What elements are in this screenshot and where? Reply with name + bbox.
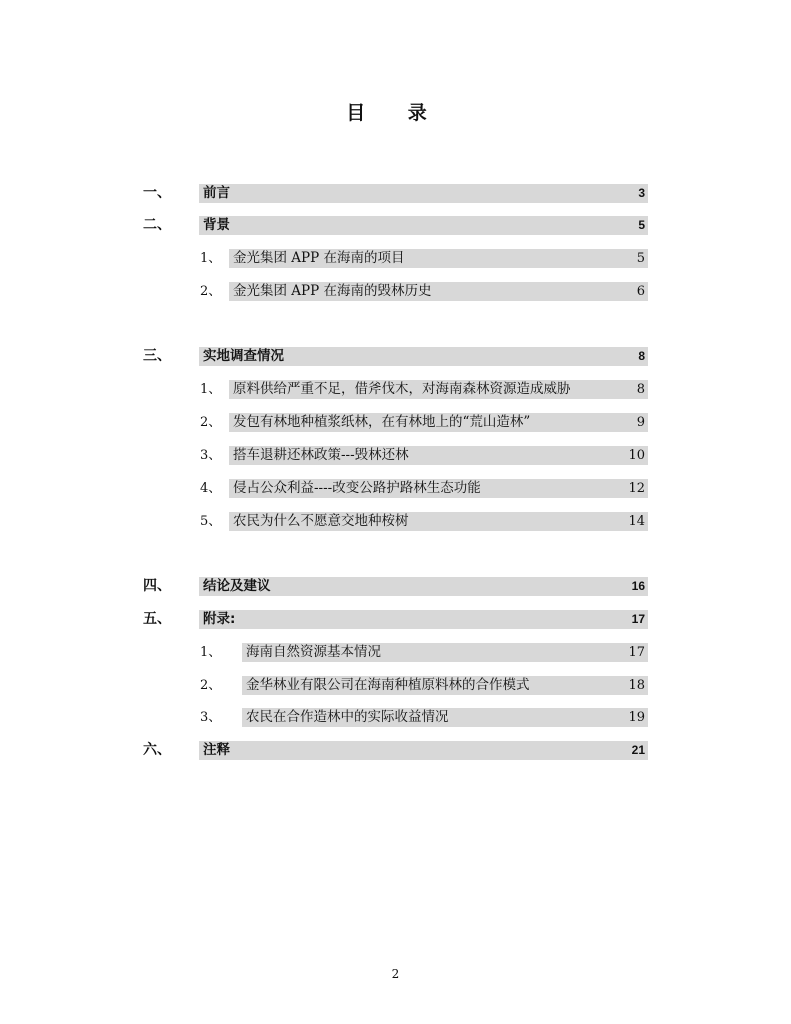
toc-subentry[interactable] [0,249,791,268]
toc-number: 2、 [200,415,222,430]
toc-page: 8 [636,382,645,397]
toc-subentry[interactable] [0,479,791,498]
toc-title: 农民为什么不愿意交地种桉树 [233,513,409,529]
toc-title: 实地调查情况 [203,348,284,364]
toc-title: 农民在合作造林中的实际收益情况 [246,709,449,725]
toc-entry[interactable] [0,577,791,596]
toc-page: 10 [628,448,645,463]
toc-title: 海南自然资源基本情况 [246,644,381,660]
toc-number: 四、 [143,578,171,594]
toc-subentry[interactable] [0,676,791,695]
toc-bar [229,479,648,498]
toc-bar [229,249,648,268]
toc-entry[interactable] [0,741,791,760]
toc-page: 14 [628,514,645,529]
toc-subentry[interactable] [0,643,791,662]
toc-page: 6 [636,284,645,299]
toc-title: 金光集团 APP 在海南的毁林历史 [233,283,432,299]
toc-number: 2、 [200,284,222,299]
toc-page: 3 [638,186,645,200]
toc-bar [199,577,648,596]
toc-number: 1、 [200,645,222,660]
toc-bar [229,512,648,531]
toc-title: 注释 [203,742,230,758]
toc-bar [229,413,648,432]
toc-subentry[interactable] [0,282,791,301]
toc-bar [199,741,648,760]
toc-bar [242,643,648,662]
toc-page: 16 [631,579,645,593]
toc-bar [229,446,648,465]
toc-page: 18 [628,678,645,693]
toc-page: 5 [636,251,645,266]
toc-entry[interactable] [0,347,791,366]
toc-entry[interactable] [0,216,791,235]
toc-bar [199,216,648,235]
toc-subentry[interactable] [0,708,791,727]
toc-title: 侵占公众利益----改变公路护路林生态功能 [233,480,481,496]
toc-page: 12 [628,481,645,496]
toc-bar [229,282,648,301]
toc-title: 搭车退耕还林政策---毁林还林 [233,447,409,463]
toc-title: 前言 [203,185,230,201]
toc-number: 3、 [200,448,222,463]
toc-subentry[interactable] [0,446,791,465]
toc-number: 3、 [200,710,222,725]
toc-number: 1、 [200,382,222,397]
toc-subentry[interactable] [0,413,791,432]
toc-bar [199,184,648,203]
toc-number: 5、 [200,514,222,529]
toc-title: 金光集团 APP 在海南的项目 [233,250,405,266]
toc-page: 8 [638,349,645,363]
toc-subentry[interactable] [0,380,791,399]
toc-number: 三、 [143,348,171,364]
toc-number: 2、 [200,678,222,693]
toc-entry[interactable] [0,184,791,203]
toc-title: 原料供给严重不足，借斧伐木，对海南森林资源造成威胁 [233,381,571,397]
toc-page: 19 [628,710,645,725]
toc-bar [242,676,648,695]
toc-page: 5 [638,218,645,232]
toc-page: 9 [636,415,645,430]
toc-title: 附录: [203,611,236,627]
toc-number: 一、 [143,185,171,201]
toc-number: 五、 [143,611,171,627]
toc-bar [229,380,648,399]
toc-title: 背景 [203,217,230,233]
toc-title: 发包有林地种植浆纸林，在有林地上的“荒山造林” [233,414,531,430]
toc-page: 17 [631,612,645,626]
toc-number: 1、 [200,251,222,266]
toc-page: 21 [631,743,645,757]
toc-entry[interactable] [0,610,791,629]
toc-title: 金华林业有限公司在海南种植原料林的合作模式 [246,677,530,693]
toc-number: 4、 [200,481,222,496]
toc-page: 17 [628,645,645,660]
toc-bar [199,347,648,366]
toc-subentry[interactable] [0,512,791,531]
toc-title: 结论及建议 [203,578,271,594]
toc-bar [199,610,648,629]
page-number: 2 [391,967,400,981]
page-title: 目 录 [346,102,445,124]
toc-number: 六、 [143,742,171,758]
toc-number: 二、 [143,217,171,233]
toc-bar [242,708,648,727]
